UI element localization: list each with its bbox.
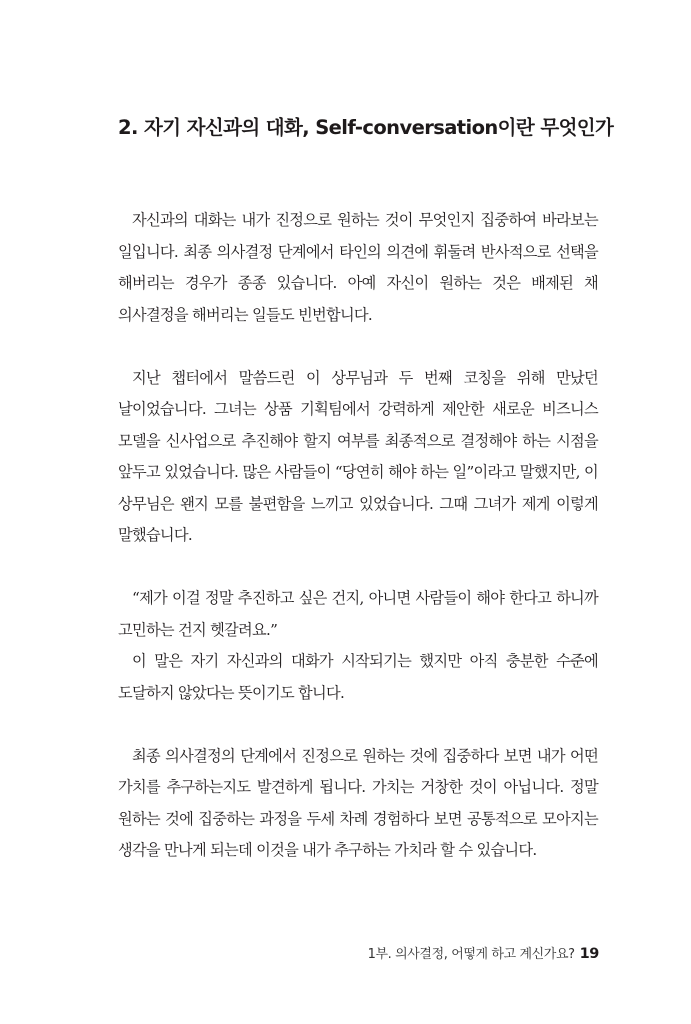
body-text bbox=[118, 205, 598, 867]
page-number: 19 bbox=[579, 946, 599, 962]
paragraph-quote-interpretation: 이 말은 자기 자신과의 대화가 시작되기는 했지만 아직 충분한 수준에 도달하지 않았다는 뜻이기도 합니다. bbox=[118, 652, 598, 702]
paragraph-values: 최종 의사결정의 단계에서 진정으로 원하는 것에 집중하다 보면 내가 어떤 가치를 추구하는지도 발견하게 됩니다. 가치는 거창한 것이 아닙니다. 정말 원하는 것에 집중하는 과정을 두세 차례 경험하다 보면 공통적으로 모아지는 생각을 만나게 되는데 이것을 내가 추구하는 가치라 할 수 있습니다. bbox=[118, 746, 598, 859]
page-footer bbox=[368, 943, 599, 962]
paragraph-quote: “제가 이걸 정말 추진하고 싶은 건지, 아니면 사람들이 해야 한다고 하니까 고민하는 건지 헷갈려요.” bbox=[118, 589, 598, 639]
running-title: 1부. 의사결정, 어떻게 하고 계신가요? bbox=[367, 947, 575, 962]
section-title: 2. 자기 자신과의 대화, Self-conversation이란 무엇인가 bbox=[118, 116, 614, 139]
paragraph-self-conversation-definition: 자신과의 대화는 내가 진정으로 원하는 것이 무엇인지 집중하여 바라보는 일입니다. 최종 의사결정 단계에서 타인의 의견에 휘둘려 반사적으로 선택을 해버리는 경우가 종종 있습니다. 아예 자신이 원하는 것은 배제된 채 의사결정을 해버리는 일들도 빈번합니다. bbox=[118, 211, 598, 324]
paragraph-coaching-story: 지난 챕터에서 말씀드린 이 상무님과 두 번째 코칭을 위해 만났던 날이었습니다. 그녀는 상품 기획팀에서 강력하게 제안한 새로운 비즈니스 모델을 신사업으로 추진해야 할지 여부를 최종적으로 결정해야 하는 시점을 앞두고 있었습니다. 많은 사람들이 “당연히 해야 하는 일”이라고 말했지만, 이 상무님은 왠지 모를 불편함을 느끼고 있었습니다. 그때 그녀가 제게 이렇게 말했습니다. bbox=[118, 368, 598, 544]
